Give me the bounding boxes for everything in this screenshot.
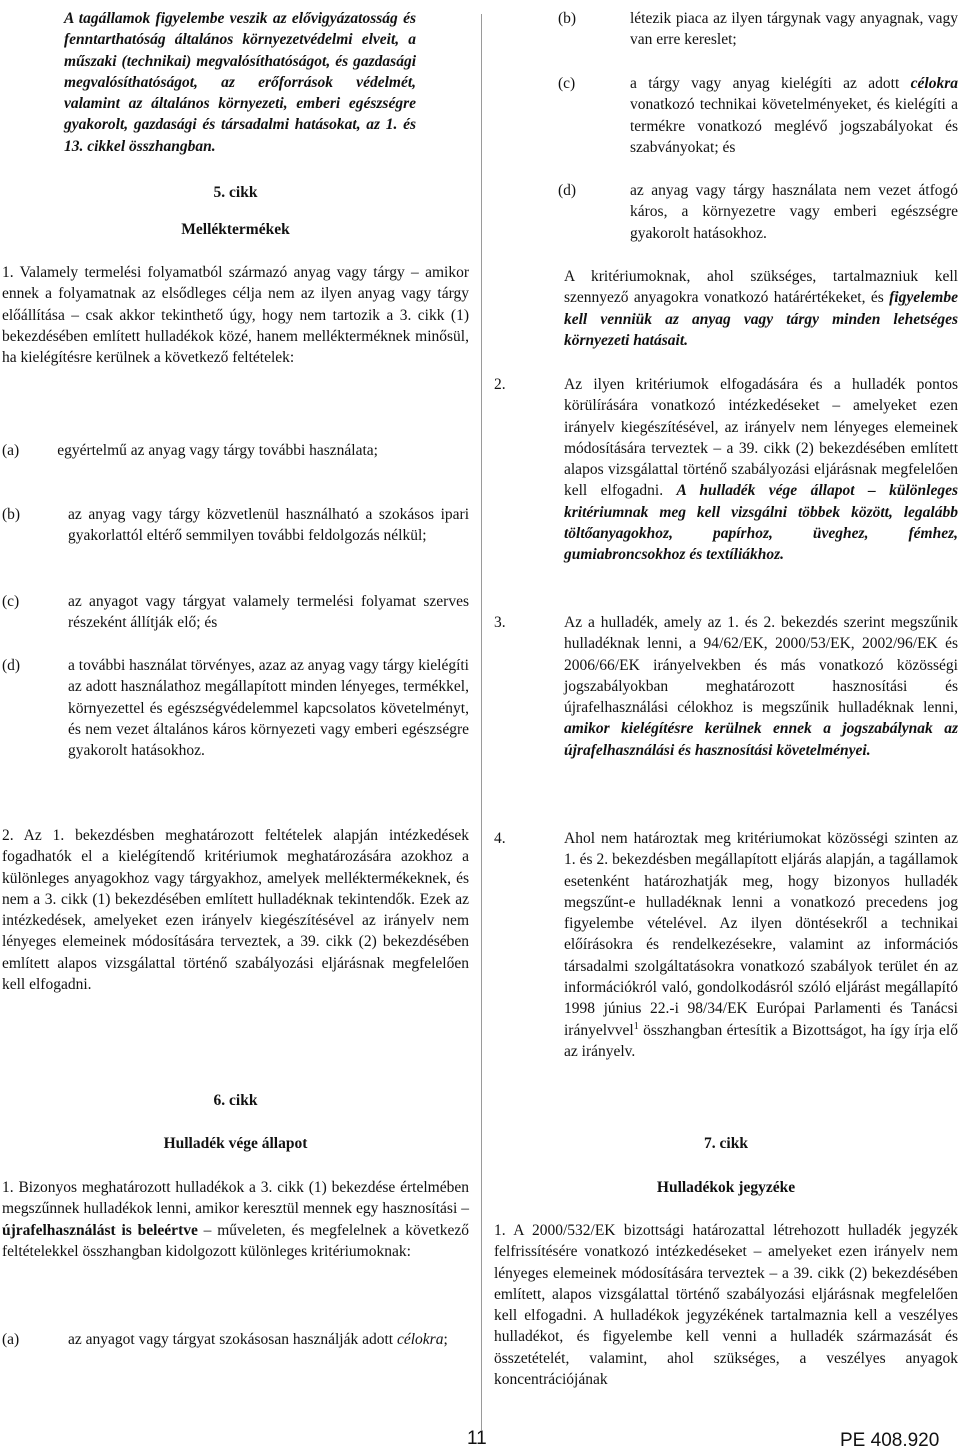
criteria-bold: figyelembe kell venniük az anyag vagy tárgy minden lehetséges környezeti hatásait. [564,289,958,349]
paragraph-3-text: Az a hulladék, amely az 1. és 2. bekezdés szerint megszűnik hulladéknak lenni, a 94/62/EK, 2000/53/EK, 2002/96/EK és 2006/66/EK irányelvekben és más vonatkozó közösségi jogszabályokban meghatározott hasznosítási és újrafelhasználási célokhoz is megszűnik hulladéknak lenni, [564,614,958,717]
criteria-text: A kritériumoknak, ahol szükséges, tartalmazniuk kell szennyező anyagokra vonatkozó határértékeket, és [564,268,958,307]
article-6-p1-text-a: 1. Bizonyos meghatározott hulladékok a 3. cikk (1) bekezdése értelmében megszűnnek hulladékok lenni, amikor keresztül mennek egy hasznosítási – [2,1179,469,1218]
column-divider [481,14,482,1430]
paragraph-4-label: 4. [494,830,506,847]
right-list-text-b: létezik piaca az ilyen tárgynak vagy anyagnak, vagy van erre kereslet; [630,10,958,49]
paragraph-2-text: Az ilyen kritériumok elfogadására és a hulladék pontos körülírására vonatkozó intézkedéseket – amelyeket ezen irányelv kiegészítésével, az irányelv nem lényeges elemeinek módosítására terveztek – a 39. cikk (2) bekezdésében említett alapos vizsgálattal történő szabályozási eljárásnak megfelelően kell elfogadni. [564,376,958,500]
right-list-text-d: az anyag vagy tárgy használata nem vezet átfogó káros, a környezetre vagy emberi egészségre gyakorolt hatásokhoz. [630,182,958,242]
list-text-d: a további használat törvényes, azaz az anyag vagy tárgy kielégíti az adott használathoz megállapított minden lényeges, termékkel, környezettel és egészségvédelemmel kapcsolatos követelményt, és nem vezet általános káros környezeti vagy emberi egészségre gyakorolt hatásokhoz. [68,657,469,760]
list-item-a [2,440,469,461]
right-list-label-b: (b) [558,10,577,27]
list-label-c: (c) [2,593,20,610]
right-list-text-c-2: vonatkozó technikai követelményeket, és kielégíti a termékre vonatkozó meglévő jogszabályokat és szabványokat; és [630,96,958,156]
right-list-text-c-italic: célokra [910,75,958,92]
criteria-paragraph [564,266,958,351]
paragraph-4-text-2: összhangban értesítik a Bizottságot, ha így írja elő az irányelv. [564,1021,958,1060]
paragraph-4-text-1: Ahol nem határoztak meg kritériumokat közösségi szinten az 1. és 2. bekezdésben megállapított eljárás alapján, a tagállamok esetenként határozhatják meg, hogy bizonyos hulladék megszűnt-e hulladéknak lenni a vonatkozó precedens jog figyelembe vételével. Az ilyen döntésekről a technikai előírásokra és rendelkezésekre, valamint az információs társadalmi szolgáltatásokra vonatkozó szabályok terület én az információkról való, gondolkodásról szóló eljárást megállapító 1998 június 22.-i 98/34/EK Európai Parlamenti és Tanácsi irányelvvel [564,830,958,1039]
paragraph-2-label: 2. [494,376,506,393]
list-label-d: (d) [2,657,21,674]
article-6-list-text-a-italic: célokra [396,1331,444,1348]
article-6-list-text-a-end: ; [443,1331,448,1348]
article-6-list-label-a: (a) [2,1331,20,1348]
article-5-title: Melléktermékek [181,221,290,238]
article-6-paragraph-1 [2,1177,469,1262]
article-7-paragraph-1: 1. A 2000/532/EK bizottsági határozattal létrehozott hulladék jegyzék felfrissítésére vonatkozó intézkedéseket – amelyeket ezen irányelv nem lényeges elemeinek módosítására terveztek – a 39. cikk (2) bekezdésében említett, alapos vizsgálattal történő szabályozási eljárásnak megfelelően kell elfogadni. A hulladékok jegyzékének tartalmaznia kell a veszélyes hulladékot, és figyelembe kell venni a hulladék származását és összetételét, valamint, ahol szükséges, a veszélyes anyagok koncentrációjának [494,1222,958,1389]
right-list-text-c-1: a tárgy vagy anyag kielégíti az adott [630,75,900,92]
article-5-paragraph-2: 2. Az 1. bekezdésben meghatározott feltételek alapján intézkedések fogadhatók el a kielégítendő kritériumok meghatározására azokhoz a különleges anyagokhoz vagy tárgyakhoz, amelyek melléktermékeknek, és nem a 3. cikk (1) bekezdésében említett hulladéknak tekintendők. Ezek az intézkedések, amelyeket ezen irányelv kiegészítésével az irányelv nem lényeges elemeinek módosítására terveztek, a 39. cikk (2) bekezdésében említett alapos vizsgálattal történő szabályozási eljárásnak megfelelően kell elfogadni. [2,827,469,994]
article-5-paragraph-1: 1. Valamely termelési folyamatból származó anyag vagy tárgy – amikor ennek a folyamatnak az elsődleges célja nem az ilyen anyag vagy tárgy előállítása – csak akkor tekinthető úgy, hogy nem tartozik a 3. cikk (1) bekezdésében említett hulladékok közé, hanem mellékterméknek minősül, ha kielégítésre kerülnek a következő feltételek: [2,264,469,367]
article-6-title: Hulladék vége állapot [163,1135,308,1152]
article-7-title: Hulladékok jegyzéke [656,1179,796,1196]
list-text-b: az anyag vagy tárgy közvetlenül használható a szokásos ipari gyakorlattól eltérő semmilyen további feldolgozás nélkül; [68,506,469,545]
article-6-p1-text-c: – műveleten, és megfelelnek a következő feltételekkel összhangban kidolgozott különleges kritériumoknak: [2,1221,469,1260]
footnote-marker[interactable]: 1 [633,1020,639,1032]
list-text-a: egyértelmű az anyag vagy tárgy további használata; [57,442,378,459]
paragraph-3-label: 3. [494,614,506,631]
article-6-p1-bold: újrafelhasználást is beleértve [2,1221,198,1239]
article-6-list-text-a: az anyagot vagy tárgyat szokásosan használják adott [68,1331,394,1348]
article-6-number: 6. cikk [213,1092,258,1109]
document-reference: PE 408.920 [840,1430,940,1451]
page-number: 11 [467,1428,487,1449]
list-label-b: (b) [2,506,21,523]
right-list-label-c: (c) [558,75,576,92]
list-text-c: az anyagot vagy tárgyat valamely termelési folyamat szerves részeként állítják elő; és [68,593,469,632]
article-7-number: 7. cikk [704,1135,748,1152]
list-label-a: (a) [2,442,20,459]
intro-paragraph: A tagállamok figyelembe veszik az elővigyázatosság és fenntarthatóság általános környezetvédelmi elveit, a műszaki (technikai) megvalósíthatóságot, és gazdasági megvalósíthatóságot, az erőforrások védelmét, valamint az általános környezeti, emberi egészségre gyakorolt, gazdasági és társadalmi hatásokat, az 1. és 13. cikkel összhangban. [64,10,416,155]
paragraph-2-bold: A hulladék vége állapot – különleges kritériumnak meg kell vizsgálni többek között, legalább töltőanyagokhoz, papírhoz, üveghez, fémhez, gumiabroncsokhoz és textíliákhoz. [564,482,959,564]
article-5-number: 5. cikk [213,184,258,201]
right-list-label-d: (d) [558,182,577,199]
paragraph-3-bold: amikor kielégítésre kerülnek ennek a jogszabálynak az újrafelhasználási és hasznosítási követelményei. [564,720,958,759]
